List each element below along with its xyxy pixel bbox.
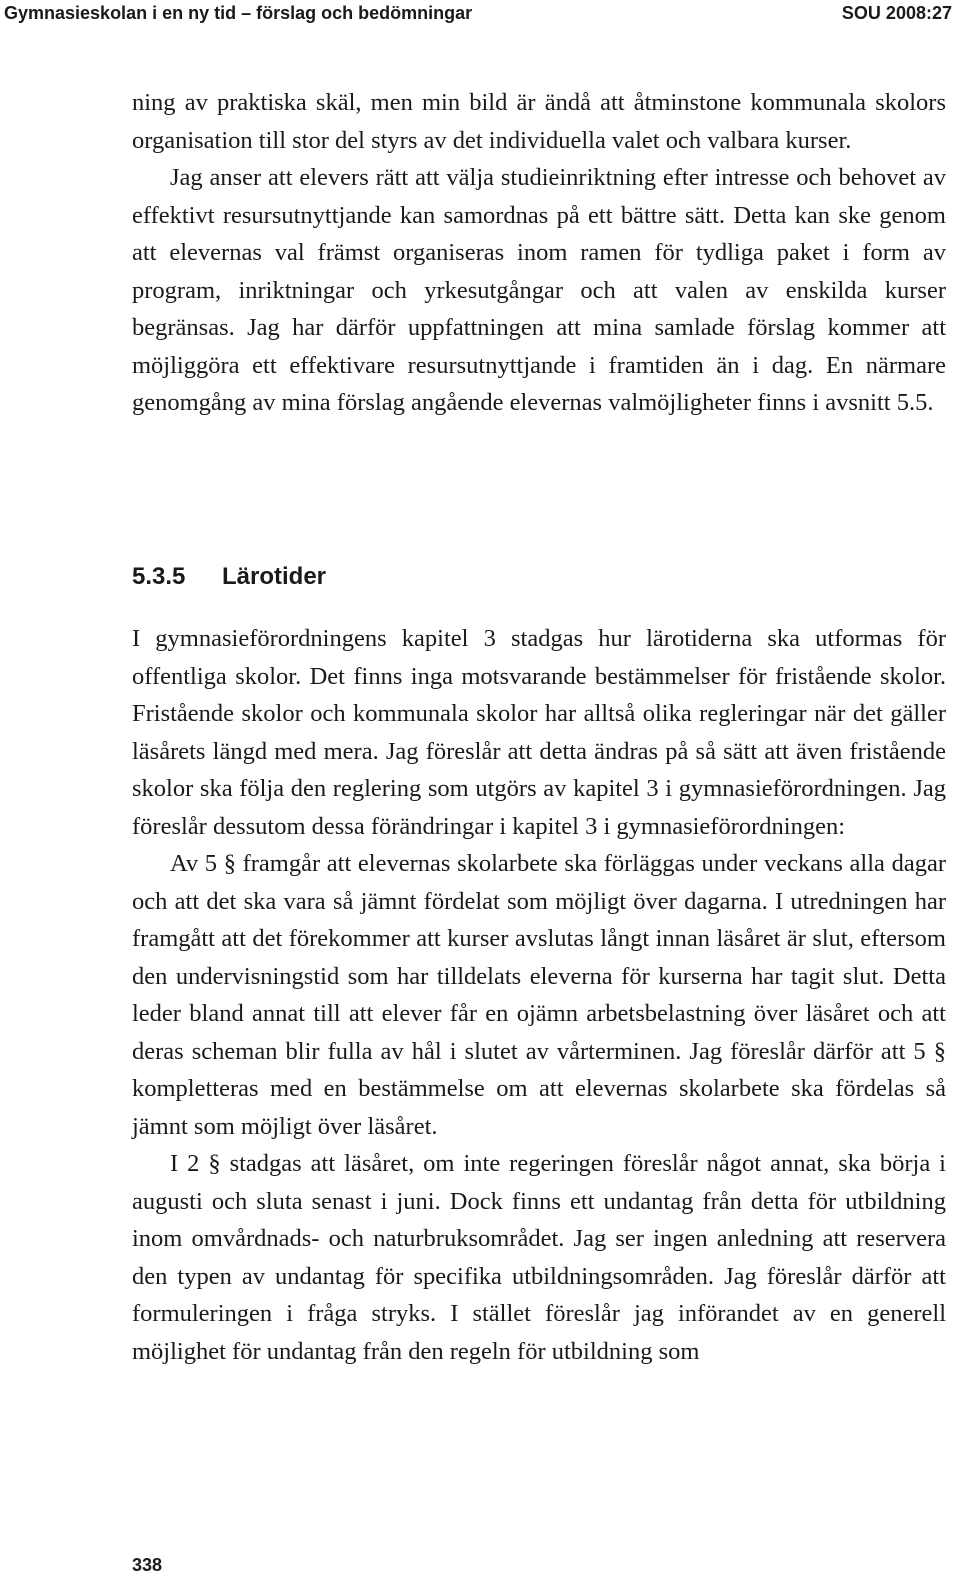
section-heading (132, 562, 326, 592)
section-number: 5.3.5 (132, 563, 186, 590)
section-title: Lärotider (222, 563, 327, 590)
paragraph: I 2 § stadgas att läsåret, om inte regeringen föreslår något annat, ska börja i augusti och sluta senast i juni. Dock finns ett undantag från detta för utbildning inom omvårdnads- och naturbruksområdet. Jag ser ingen anledning att reservera den typen av undantag för specifika utbildningsområden. Jag föreslår därför att formuleringen i fråga stryks. I stället föreslår jag införandet av en generell möjlighet för undantag från den regeln för utbildning som (132, 1150, 946, 1365)
paragraph: I gymnasieförordningens kapitel 3 stadgas hur lärotiderna ska utformas för offentliga skolor. Det finns inga motsvarande bestämmelser för fristående skolor. Fristående skolor och kommunala skolor har alltså olika regleringar när det gäller läsårets längd med mera. Jag föreslår att detta ändras på så sätt att även fristående skolor ska följa den reglering som utgörs av kapitel 3 i gymnasieförordningen. Jag föreslår dessutom dessa förändringar i kapitel 3 i gymnasieförordningen: (132, 625, 946, 840)
paragraph: Av 5 § framgår att elevernas skolarbete ska förläggas under veckans alla dagar och att det ska vara så jämnt fördelat som möjligt över dagarna. I utredningen har framgått att det förekommer att kurser avslutas långt innan läsåret är slut, eftersom den undervisningstid som har tilldelats eleverna för kurserna har tagit slut. Detta leder bland annat till att elever får en ojämn arbetsbelastning över läsåret och att deras scheman blir fulla av hål i slutet av vårterminen. Jag föreslår därför att 5 § kompletteras med en bestämmelse om att elevernas skolarbete ska fördelas så jämnt som möjligt över läsåret. (132, 850, 946, 1140)
paragraph: ning av praktiska skäl, men min bild är ändå att åtminstone kommunala skolors organisation till stor del styrs av det individuella valet och valbara kurser. (132, 89, 946, 154)
page-number: 338 (132, 1555, 163, 1575)
running-header (0, 0, 960, 28)
header-title: Gymnasieskolan i en ny tid – förslag och bedömningar (4, 3, 473, 23)
body-text-section-1 (132, 84, 946, 422)
header-document-id: SOU 2008:27 (841, 3, 952, 23)
body-text-section-2 (132, 620, 946, 1370)
paragraph: Jag anser att elevers rätt att välja studieinriktning efter intresse och behovet av effektivt resursutnyttjande kan samordnas på ett bättre sätt. Detta kan ske genom att elevernas val främst organiseras inom ramen för tydliga paket i form av program, inriktningar och yrkesutgångar och att valen av enskilda kurser begränsas. Jag har därför uppfattningen att mina samlade förslag kommer att möjliggöra ett effektivare resursutnyttjande i framtiden än i dag. En närmare genomgång av mina förslag angående elevernas valmöjligheter finns i avsnitt 5.5. (132, 164, 946, 416)
